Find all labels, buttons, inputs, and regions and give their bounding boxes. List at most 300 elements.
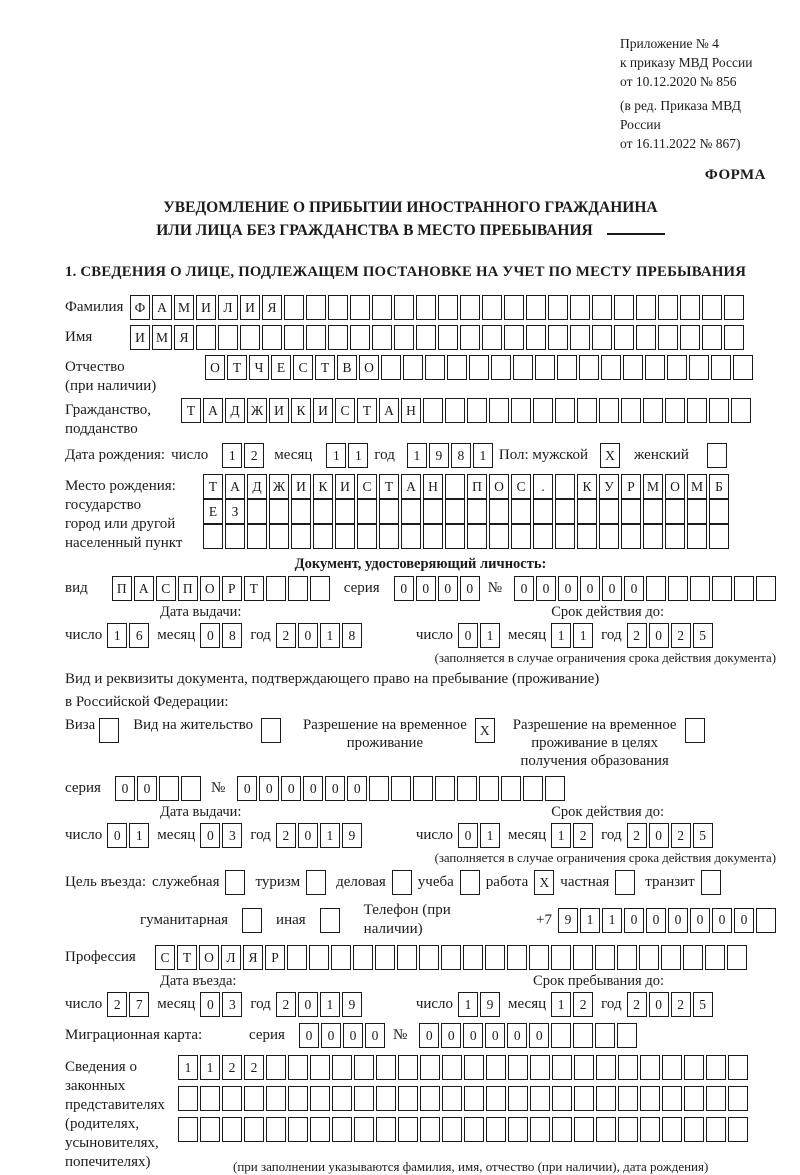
form-cell[interactable]: Т bbox=[181, 398, 201, 423]
form-cell[interactable]: В bbox=[337, 355, 357, 380]
form-cell[interactable] bbox=[709, 499, 729, 524]
form-cell[interactable] bbox=[599, 499, 619, 524]
form-cell[interactable] bbox=[501, 776, 521, 801]
form-cell[interactable] bbox=[401, 499, 421, 524]
form-cell[interactable] bbox=[684, 1117, 704, 1142]
form-cell[interactable]: 0 bbox=[419, 1023, 439, 1048]
form-cell[interactable] bbox=[533, 398, 553, 423]
form-cell[interactable]: Н bbox=[423, 474, 443, 499]
form-cell[interactable] bbox=[618, 1086, 638, 1111]
form-cell[interactable] bbox=[733, 355, 753, 380]
form-cell[interactable] bbox=[555, 499, 575, 524]
form-cell[interactable] bbox=[684, 1055, 704, 1080]
form-cell[interactable] bbox=[479, 776, 499, 801]
form-cell[interactable] bbox=[376, 1117, 396, 1142]
form-cell[interactable] bbox=[680, 325, 700, 350]
form-cell[interactable]: 1 bbox=[573, 623, 593, 648]
form-cell[interactable] bbox=[376, 1086, 396, 1111]
form-cell[interactable] bbox=[621, 398, 641, 423]
form-cell[interactable] bbox=[489, 398, 509, 423]
form-cell[interactable]: 0 bbox=[558, 576, 578, 601]
form-cell[interactable]: 3 bbox=[222, 992, 242, 1017]
form-cell[interactable] bbox=[284, 295, 304, 320]
form-cell[interactable]: И bbox=[130, 325, 150, 350]
form-cell[interactable]: 1 bbox=[458, 992, 478, 1017]
form-cell[interactable] bbox=[397, 945, 417, 970]
form-cell[interactable] bbox=[551, 945, 571, 970]
form-cell[interactable] bbox=[328, 295, 348, 320]
form-cell[interactable] bbox=[420, 1117, 440, 1142]
form-cell[interactable] bbox=[438, 295, 458, 320]
form-cell[interactable]: Б bbox=[709, 474, 729, 499]
form-cell[interactable] bbox=[266, 1117, 286, 1142]
form-cell[interactable] bbox=[618, 1117, 638, 1142]
form-cell[interactable] bbox=[244, 1086, 264, 1111]
form-cell[interactable]: 1 bbox=[326, 443, 346, 468]
form-cell[interactable] bbox=[242, 908, 262, 933]
form-cell[interactable]: 0 bbox=[580, 576, 600, 601]
form-cell[interactable]: С bbox=[155, 945, 175, 970]
form-cell[interactable]: 0 bbox=[365, 1023, 385, 1048]
form-cell[interactable]: 8 bbox=[222, 623, 242, 648]
form-cell[interactable] bbox=[552, 1055, 572, 1080]
form-cell[interactable]: Т bbox=[244, 576, 264, 601]
form-cell[interactable] bbox=[469, 355, 489, 380]
form-cell[interactable] bbox=[309, 945, 329, 970]
form-cell[interactable] bbox=[508, 1117, 528, 1142]
form-cell[interactable] bbox=[489, 499, 509, 524]
form-cell[interactable]: О bbox=[205, 355, 225, 380]
form-cell[interactable]: Т bbox=[379, 474, 399, 499]
form-cell[interactable] bbox=[178, 1117, 198, 1142]
form-cell[interactable] bbox=[596, 1055, 616, 1080]
form-cell[interactable] bbox=[306, 870, 326, 895]
form-cell[interactable] bbox=[728, 1055, 748, 1080]
form-cell[interactable]: 0 bbox=[624, 576, 644, 601]
form-cell[interactable] bbox=[381, 355, 401, 380]
form-cell[interactable] bbox=[445, 474, 465, 499]
form-cell[interactable] bbox=[592, 325, 612, 350]
form-cell[interactable] bbox=[482, 295, 502, 320]
form-cell[interactable] bbox=[662, 1086, 682, 1111]
form-cell[interactable] bbox=[222, 1117, 242, 1142]
form-cell[interactable] bbox=[555, 524, 575, 549]
form-cell[interactable] bbox=[592, 295, 612, 320]
form-cell[interactable] bbox=[357, 524, 377, 549]
form-cell[interactable] bbox=[570, 325, 590, 350]
form-cell[interactable]: Л bbox=[218, 295, 238, 320]
form-cell[interactable] bbox=[548, 325, 568, 350]
form-cell[interactable] bbox=[181, 776, 201, 801]
form-cell[interactable]: 8 bbox=[451, 443, 471, 468]
form-cell[interactable] bbox=[350, 295, 370, 320]
form-cell[interactable] bbox=[662, 1117, 682, 1142]
form-cell[interactable]: О bbox=[359, 355, 379, 380]
form-cell[interactable]: И bbox=[269, 398, 289, 423]
form-cell[interactable] bbox=[640, 1055, 660, 1080]
form-cell[interactable]: У bbox=[599, 474, 619, 499]
form-cell[interactable] bbox=[599, 398, 619, 423]
form-cell[interactable]: О bbox=[665, 474, 685, 499]
form-cell[interactable] bbox=[313, 499, 333, 524]
form-cell[interactable] bbox=[445, 524, 465, 549]
form-cell[interactable]: Р bbox=[621, 474, 641, 499]
form-cell[interactable]: Д bbox=[225, 398, 245, 423]
form-cell[interactable] bbox=[288, 1117, 308, 1142]
form-cell[interactable]: . bbox=[533, 474, 553, 499]
form-cell[interactable] bbox=[577, 499, 597, 524]
form-cell[interactable]: 0 bbox=[441, 1023, 461, 1048]
form-cell[interactable] bbox=[420, 1055, 440, 1080]
form-cell[interactable] bbox=[574, 1117, 594, 1142]
form-cell[interactable] bbox=[288, 1055, 308, 1080]
form-cell[interactable] bbox=[392, 870, 412, 895]
form-cell[interactable]: Я bbox=[243, 945, 263, 970]
form-cell[interactable] bbox=[706, 1086, 726, 1111]
form-cell[interactable] bbox=[394, 325, 414, 350]
form-cell[interactable]: 0 bbox=[485, 1023, 505, 1048]
form-cell[interactable] bbox=[225, 870, 245, 895]
form-cell[interactable] bbox=[464, 1086, 484, 1111]
form-cell[interactable] bbox=[555, 398, 575, 423]
form-cell[interactable] bbox=[658, 295, 678, 320]
form-cell[interactable]: 1 bbox=[551, 823, 571, 848]
form-cell[interactable] bbox=[398, 1086, 418, 1111]
form-cell[interactable] bbox=[447, 355, 467, 380]
form-cell[interactable] bbox=[574, 1055, 594, 1080]
form-cell[interactable] bbox=[486, 1086, 506, 1111]
form-cell[interactable]: А bbox=[401, 474, 421, 499]
form-cell[interactable]: 0 bbox=[325, 776, 345, 801]
form-cell[interactable] bbox=[354, 1055, 374, 1080]
form-cell[interactable]: О bbox=[199, 945, 219, 970]
form-cell[interactable] bbox=[240, 325, 260, 350]
form-cell[interactable]: З bbox=[225, 499, 245, 524]
form-cell[interactable]: 5 bbox=[693, 623, 713, 648]
form-cell[interactable]: Д bbox=[247, 474, 267, 499]
form-cell[interactable] bbox=[247, 499, 267, 524]
form-cell[interactable] bbox=[482, 325, 502, 350]
form-cell[interactable] bbox=[709, 524, 729, 549]
form-cell[interactable]: 0 bbox=[712, 908, 732, 933]
form-cell[interactable] bbox=[618, 1055, 638, 1080]
form-cell[interactable]: 2 bbox=[671, 823, 691, 848]
form-cell[interactable] bbox=[687, 524, 707, 549]
form-cell[interactable] bbox=[535, 355, 555, 380]
form-cell[interactable] bbox=[413, 776, 433, 801]
form-cell[interactable]: Л bbox=[221, 945, 241, 970]
form-cell[interactable]: А bbox=[152, 295, 172, 320]
form-cell[interactable]: 8 bbox=[342, 623, 362, 648]
form-cell[interactable] bbox=[685, 718, 705, 743]
form-cell[interactable] bbox=[702, 325, 722, 350]
form-cell[interactable] bbox=[573, 1023, 593, 1048]
form-cell[interactable]: К bbox=[313, 474, 333, 499]
form-cell[interactable] bbox=[661, 945, 681, 970]
form-cell[interactable] bbox=[511, 524, 531, 549]
form-cell[interactable] bbox=[394, 295, 414, 320]
form-cell[interactable]: С bbox=[511, 474, 531, 499]
form-cell[interactable] bbox=[621, 524, 641, 549]
form-cell[interactable] bbox=[599, 524, 619, 549]
form-cell[interactable]: 1 bbox=[348, 443, 368, 468]
form-cell[interactable] bbox=[643, 398, 663, 423]
form-cell[interactable] bbox=[530, 1086, 550, 1111]
form-cell[interactable] bbox=[200, 1086, 220, 1111]
form-cell[interactable] bbox=[734, 576, 754, 601]
form-cell[interactable] bbox=[623, 355, 643, 380]
form-cell[interactable] bbox=[508, 1055, 528, 1080]
form-cell[interactable] bbox=[690, 576, 710, 601]
form-cell[interactable] bbox=[577, 398, 597, 423]
form-cell[interactable]: 3 bbox=[222, 823, 242, 848]
form-cell[interactable]: 1 bbox=[178, 1055, 198, 1080]
form-cell[interactable]: Т bbox=[227, 355, 247, 380]
form-cell[interactable] bbox=[724, 325, 744, 350]
form-cell[interactable] bbox=[486, 1055, 506, 1080]
form-cell[interactable] bbox=[423, 398, 443, 423]
form-cell[interactable]: 9 bbox=[342, 823, 362, 848]
form-cell[interactable] bbox=[545, 776, 565, 801]
form-cell[interactable] bbox=[614, 325, 634, 350]
form-cell[interactable] bbox=[756, 576, 776, 601]
form-cell[interactable]: 9 bbox=[480, 992, 500, 1017]
form-cell[interactable]: Р bbox=[222, 576, 242, 601]
form-cell[interactable] bbox=[460, 870, 480, 895]
form-cell[interactable]: 0 bbox=[529, 1023, 549, 1048]
form-cell[interactable]: Я bbox=[262, 295, 282, 320]
form-cell[interactable]: 0 bbox=[460, 576, 480, 601]
form-cell[interactable] bbox=[291, 524, 311, 549]
form-cell[interactable] bbox=[684, 1086, 704, 1111]
form-cell[interactable]: Ж bbox=[247, 398, 267, 423]
form-cell[interactable]: 1 bbox=[551, 992, 571, 1017]
form-cell[interactable] bbox=[332, 1055, 352, 1080]
form-cell[interactable]: П bbox=[178, 576, 198, 601]
form-cell[interactable] bbox=[513, 355, 533, 380]
form-cell[interactable]: 1 bbox=[320, 992, 340, 1017]
form-cell[interactable] bbox=[423, 524, 443, 549]
form-cell[interactable] bbox=[683, 945, 703, 970]
form-cell[interactable] bbox=[526, 325, 546, 350]
form-cell[interactable] bbox=[706, 1117, 726, 1142]
form-cell[interactable] bbox=[178, 1086, 198, 1111]
form-cell[interactable] bbox=[646, 576, 666, 601]
form-cell[interactable] bbox=[574, 1086, 594, 1111]
form-cell[interactable] bbox=[511, 398, 531, 423]
form-cell[interactable] bbox=[442, 1086, 462, 1111]
form-cell[interactable] bbox=[464, 1117, 484, 1142]
form-cell[interactable] bbox=[728, 1086, 748, 1111]
form-cell[interactable] bbox=[756, 908, 776, 933]
form-cell[interactable]: 2 bbox=[627, 823, 647, 848]
form-cell[interactable]: Е bbox=[203, 499, 223, 524]
form-cell[interactable] bbox=[533, 499, 553, 524]
form-cell[interactable] bbox=[640, 1117, 660, 1142]
form-cell[interactable]: С bbox=[335, 398, 355, 423]
form-cell[interactable] bbox=[287, 945, 307, 970]
form-cell[interactable] bbox=[196, 325, 216, 350]
form-cell[interactable]: 2 bbox=[671, 992, 691, 1017]
form-cell[interactable]: X bbox=[534, 870, 554, 895]
form-cell[interactable]: 0 bbox=[137, 776, 157, 801]
form-cell[interactable]: С bbox=[156, 576, 176, 601]
form-cell[interactable] bbox=[523, 776, 543, 801]
form-cell[interactable] bbox=[658, 325, 678, 350]
form-cell[interactable] bbox=[467, 499, 487, 524]
form-cell[interactable]: 0 bbox=[507, 1023, 527, 1048]
form-cell[interactable] bbox=[526, 295, 546, 320]
form-cell[interactable]: Р bbox=[265, 945, 285, 970]
form-cell[interactable] bbox=[310, 576, 330, 601]
form-cell[interactable]: 0 bbox=[458, 823, 478, 848]
form-cell[interactable]: И bbox=[313, 398, 333, 423]
form-cell[interactable] bbox=[460, 325, 480, 350]
form-cell[interactable]: 2 bbox=[627, 623, 647, 648]
form-cell[interactable] bbox=[398, 1055, 418, 1080]
form-cell[interactable]: X bbox=[475, 718, 495, 743]
form-cell[interactable] bbox=[398, 1117, 418, 1142]
form-cell[interactable] bbox=[375, 945, 395, 970]
form-cell[interactable]: 2 bbox=[244, 1055, 264, 1080]
form-cell[interactable]: О bbox=[200, 576, 220, 601]
form-cell[interactable]: 1 bbox=[222, 443, 242, 468]
form-cell[interactable]: 1 bbox=[580, 908, 600, 933]
form-cell[interactable]: 1 bbox=[551, 623, 571, 648]
form-cell[interactable] bbox=[467, 398, 487, 423]
form-cell[interactable] bbox=[313, 524, 333, 549]
form-cell[interactable] bbox=[291, 499, 311, 524]
form-cell[interactable] bbox=[306, 325, 326, 350]
form-cell[interactable] bbox=[99, 718, 119, 743]
form-cell[interactable] bbox=[244, 1117, 264, 1142]
form-cell[interactable]: К bbox=[577, 474, 597, 499]
form-cell[interactable] bbox=[442, 1055, 462, 1080]
form-cell[interactable] bbox=[441, 945, 461, 970]
form-cell[interactable] bbox=[705, 945, 725, 970]
form-cell[interactable] bbox=[640, 1086, 660, 1111]
form-cell[interactable]: 9 bbox=[558, 908, 578, 933]
form-cell[interactable] bbox=[511, 499, 531, 524]
form-cell[interactable]: М bbox=[687, 474, 707, 499]
form-cell[interactable] bbox=[702, 295, 722, 320]
form-cell[interactable] bbox=[577, 524, 597, 549]
form-cell[interactable] bbox=[601, 355, 621, 380]
form-cell[interactable]: 0 bbox=[298, 623, 318, 648]
form-cell[interactable]: 1 bbox=[129, 823, 149, 848]
form-cell[interactable] bbox=[555, 474, 575, 499]
form-cell[interactable]: А bbox=[379, 398, 399, 423]
form-cell[interactable]: 2 bbox=[573, 992, 593, 1017]
form-cell[interactable]: 0 bbox=[734, 908, 754, 933]
form-cell[interactable]: С bbox=[293, 355, 313, 380]
form-cell[interactable]: 2 bbox=[276, 992, 296, 1017]
form-cell[interactable]: 0 bbox=[536, 576, 556, 601]
form-cell[interactable] bbox=[269, 524, 289, 549]
form-cell[interactable] bbox=[645, 355, 665, 380]
form-cell[interactable] bbox=[435, 776, 455, 801]
form-cell[interactable] bbox=[552, 1117, 572, 1142]
form-cell[interactable] bbox=[261, 718, 281, 743]
form-cell[interactable] bbox=[596, 1086, 616, 1111]
form-cell[interactable] bbox=[595, 1023, 615, 1048]
form-cell[interactable]: 2 bbox=[107, 992, 127, 1017]
form-cell[interactable]: 1 bbox=[107, 623, 127, 648]
form-cell[interactable]: 0 bbox=[646, 908, 666, 933]
form-cell[interactable]: 0 bbox=[624, 908, 644, 933]
form-cell[interactable]: К bbox=[291, 398, 311, 423]
form-cell[interactable]: Ж bbox=[269, 474, 289, 499]
form-cell[interactable]: 9 bbox=[429, 443, 449, 468]
form-cell[interactable]: М bbox=[643, 474, 663, 499]
form-cell[interactable]: 2 bbox=[222, 1055, 242, 1080]
form-cell[interactable] bbox=[728, 1117, 748, 1142]
form-cell[interactable] bbox=[701, 870, 721, 895]
form-cell[interactable]: Т bbox=[203, 474, 223, 499]
form-cell[interactable]: 1 bbox=[480, 823, 500, 848]
form-cell[interactable]: 0 bbox=[303, 776, 323, 801]
form-cell[interactable] bbox=[203, 524, 223, 549]
form-cell[interactable]: 1 bbox=[320, 823, 340, 848]
form-cell[interactable] bbox=[530, 1117, 550, 1142]
form-cell[interactable] bbox=[687, 398, 707, 423]
form-cell[interactable] bbox=[467, 524, 487, 549]
form-cell[interactable] bbox=[262, 325, 282, 350]
form-cell[interactable]: 1 bbox=[320, 623, 340, 648]
form-cell[interactable] bbox=[548, 295, 568, 320]
form-cell[interactable]: 0 bbox=[107, 823, 127, 848]
form-cell[interactable]: 0 bbox=[668, 908, 688, 933]
form-cell[interactable] bbox=[310, 1117, 330, 1142]
form-cell[interactable] bbox=[416, 325, 436, 350]
form-cell[interactable]: Т bbox=[357, 398, 377, 423]
form-cell[interactable] bbox=[379, 499, 399, 524]
form-cell[interactable] bbox=[617, 945, 637, 970]
form-cell[interactable] bbox=[335, 524, 355, 549]
form-cell[interactable]: П bbox=[112, 576, 132, 601]
form-cell[interactable]: П bbox=[467, 474, 487, 499]
form-cell[interactable]: 0 bbox=[690, 908, 710, 933]
form-cell[interactable]: 0 bbox=[463, 1023, 483, 1048]
form-cell[interactable] bbox=[288, 1086, 308, 1111]
form-cell[interactable] bbox=[403, 355, 423, 380]
form-cell[interactable] bbox=[460, 295, 480, 320]
form-cell[interactable]: М bbox=[152, 325, 172, 350]
form-cell[interactable] bbox=[668, 576, 688, 601]
form-cell[interactable]: 1 bbox=[200, 1055, 220, 1080]
form-cell[interactable]: Т bbox=[315, 355, 335, 380]
form-cell[interactable] bbox=[665, 499, 685, 524]
form-cell[interactable] bbox=[372, 325, 392, 350]
form-cell[interactable] bbox=[643, 524, 663, 549]
form-cell[interactable]: 2 bbox=[244, 443, 264, 468]
form-cell[interactable] bbox=[491, 355, 511, 380]
form-cell[interactable] bbox=[328, 325, 348, 350]
form-cell[interactable] bbox=[310, 1055, 330, 1080]
form-cell[interactable] bbox=[266, 1086, 286, 1111]
form-cell[interactable]: 0 bbox=[281, 776, 301, 801]
form-cell[interactable] bbox=[222, 1086, 242, 1111]
form-cell[interactable] bbox=[712, 576, 732, 601]
form-cell[interactable] bbox=[200, 1117, 220, 1142]
form-cell[interactable]: 2 bbox=[276, 623, 296, 648]
form-cell[interactable]: 0 bbox=[649, 823, 669, 848]
form-cell[interactable] bbox=[419, 945, 439, 970]
form-cell[interactable] bbox=[445, 499, 465, 524]
form-cell[interactable] bbox=[332, 1086, 352, 1111]
form-cell[interactable]: 7 bbox=[129, 992, 149, 1017]
form-cell[interactable]: И bbox=[196, 295, 216, 320]
